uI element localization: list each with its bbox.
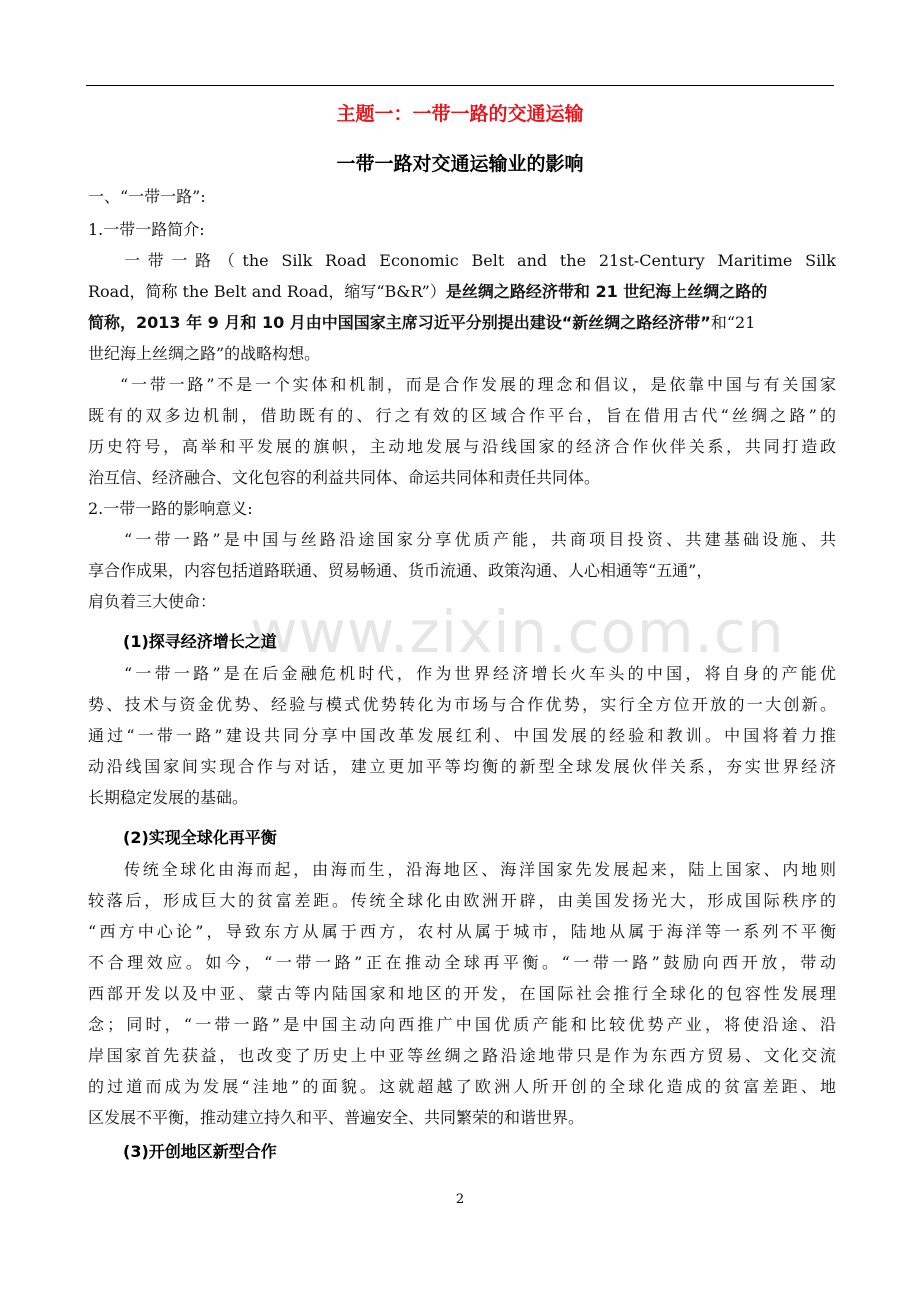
mission-2-line-3: “西方中心论”，导致东方从属于西方，农村从属于城市，陆地从属于海洋等一系列不平衡: [88, 922, 836, 941]
page-number: 2: [455, 1192, 465, 1207]
mission-2-line-9: 区发展不平衡，推动建立持久和平、普遍安全、共同繁荣的和谐世界。: [88, 1108, 585, 1127]
watermark: www.zixin.com.cn: [250, 598, 785, 666]
mission-1-line-4: 动沿线国家间实现合作与对话，建立更加平等均衡的新型全球发展伙伴关系，夯实世界经济: [88, 757, 836, 776]
intro-line-3-bold: 简称，2013 年 9 月和 10 月由中国国家主席习近平分别提出建设“新丝绸之路经济带”: [88, 313, 711, 332]
section-heading-1-1: 1.一带一路简介:: [88, 220, 205, 239]
mission-1-line-3: 通过“一带一路”建设共同分享中国改革发展红利、中国发展的经验和教训。中国将着力推: [88, 726, 836, 745]
mission-2-line-1: 传统全球化由海而起，由海而生，沿海地区、海洋国家先发展起来，陆上国家、内地则: [124, 860, 836, 879]
intro-line-3-plain: 和“21: [710, 313, 756, 332]
intro-line-2-bold: 是丝绸之路经济带和 21 世纪海上丝绸之路的: [445, 282, 768, 301]
mission-2-line-5: 西部开发以及中亚、蒙古等内陆国家和地区的开发，在国际社会推行全球化的包容性发展理: [88, 984, 836, 1003]
concept-line-2: 既有的双多边机制，借助既有的、行之有效的区域合作平台，旨在借用古代“丝绸之路”的: [88, 406, 836, 425]
section-heading-1: 一、“一带一路”:: [88, 187, 206, 206]
significance-line-2: 享合作成果，内容包括道路联通、贸易畅通、货币流通、政策沟通、人心相通等“五通”，: [88, 561, 713, 580]
intro-line-2: [88, 280, 836, 304]
concept-line-4: 治互信、经济融合、文化包容的利益共同体、命运共同体和责任共同体。: [88, 468, 601, 487]
mission-2-heading: (2)实现全球化再平衡: [123, 828, 277, 847]
topic-title: 主题一：一带一路的交通运输: [336, 103, 584, 125]
mission-2-line-8: 的过道而成为发展“洼地”的面貌。这就超越了欧洲人所开创的全球化造成的贫富差距、地: [88, 1077, 836, 1096]
intro-line-3: [88, 311, 836, 335]
section-heading-1-2: 2.一带一路的影响意义:: [88, 499, 253, 518]
header-rule: [86, 85, 834, 86]
mission-1-heading: (1)探寻经济增长之道: [123, 632, 277, 651]
mission-2-line-2: 较落后，形成巨大的贫富差距。传统全球化由欧洲开辟，由美国发扬光大，形成国际秩序的: [88, 891, 836, 910]
mission-2-line-7: 岸国家首先获益，也改变了历史上中亚等丝绸之路沿途地带只是作为东西方贸易、文化交流: [88, 1046, 836, 1065]
intro-line-1: 一带一路（the Silk Road Economic Belt and the 21st-Century Maritime Silk: [124, 251, 836, 270]
mission-2-line-6: 念；同时，“一带一路”是中国主动向西推广中国优质产能和比较优势产业，将使沿途、沿: [88, 1015, 836, 1034]
concept-line-1: “一带一路”不是一个实体和机制，而是合作发展的理念和倡议，是依靠中国与有关国家: [120, 375, 836, 394]
concept-line-3: 历史符号，高举和平发展的旗帜，主动地发展与沿线国家的经济合作伙伴关系，共同打造政: [88, 437, 836, 456]
mission-1-line-2: 势、技术与资金优势、经验与模式优势转化为市场与合作优势，实行全方位开放的一大创新。: [88, 695, 836, 714]
mission-1-line-5: 长期稳定发展的基础。: [88, 788, 249, 807]
intro-line-2-plain: Road，简称 the Belt and Road，缩写“B&R”）: [88, 282, 446, 301]
mission-1-line-1: “一带一路”是在后金融危机时代，作为世界经济增长火车头的中国，将自身的产能优: [124, 664, 836, 683]
document-subtitle: 一带一路对交通运输业的影响: [336, 153, 584, 175]
intro-line-4: 世纪海上丝绸之路”的战略构想。: [88, 344, 321, 363]
significance-line-3: 肩负着三大使命：: [88, 592, 217, 611]
mission-2-line-4: 不合理效应。如今，“一带一路”正在推动全球再平衡。“一带一路”鼓励向西开放，带动: [88, 953, 836, 972]
significance-line-1: “一带一路”是中国与丝路沿途国家分享优质产能，共商项目投资、共建基础设施、共: [124, 530, 836, 549]
mission-3-heading: (3)开创地区新型合作: [123, 1142, 277, 1161]
